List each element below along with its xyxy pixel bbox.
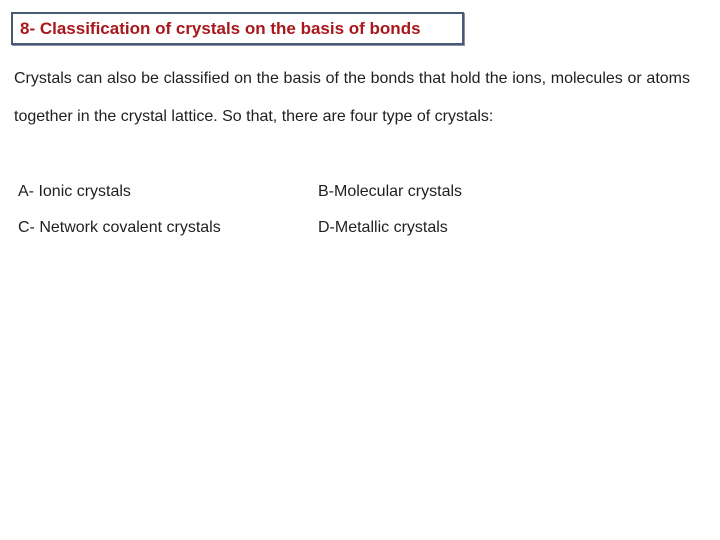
section-heading-box <box>11 12 464 45</box>
crystal-types-list <box>18 174 698 246</box>
crystal-type-network-covalent: C- Network covalent crystals <box>18 219 221 236</box>
crystal-type-ionic: A- Ionic crystals <box>18 183 131 200</box>
section-heading: 8- Classification of crystals on the basis of bonds <box>20 18 421 38</box>
crystal-type-molecular: B-Molecular crystals <box>318 183 463 200</box>
crystal-types-row <box>18 174 698 210</box>
crystal-type-metallic: D-Metallic crystals <box>318 219 448 236</box>
crystal-types-row <box>18 210 698 246</box>
intro-paragraph: Crystals can also be classified on the basis of the bonds that hold the ions, molecules or atoms together in the crystal lattice. So that, there are four type of crystals: <box>14 70 690 125</box>
